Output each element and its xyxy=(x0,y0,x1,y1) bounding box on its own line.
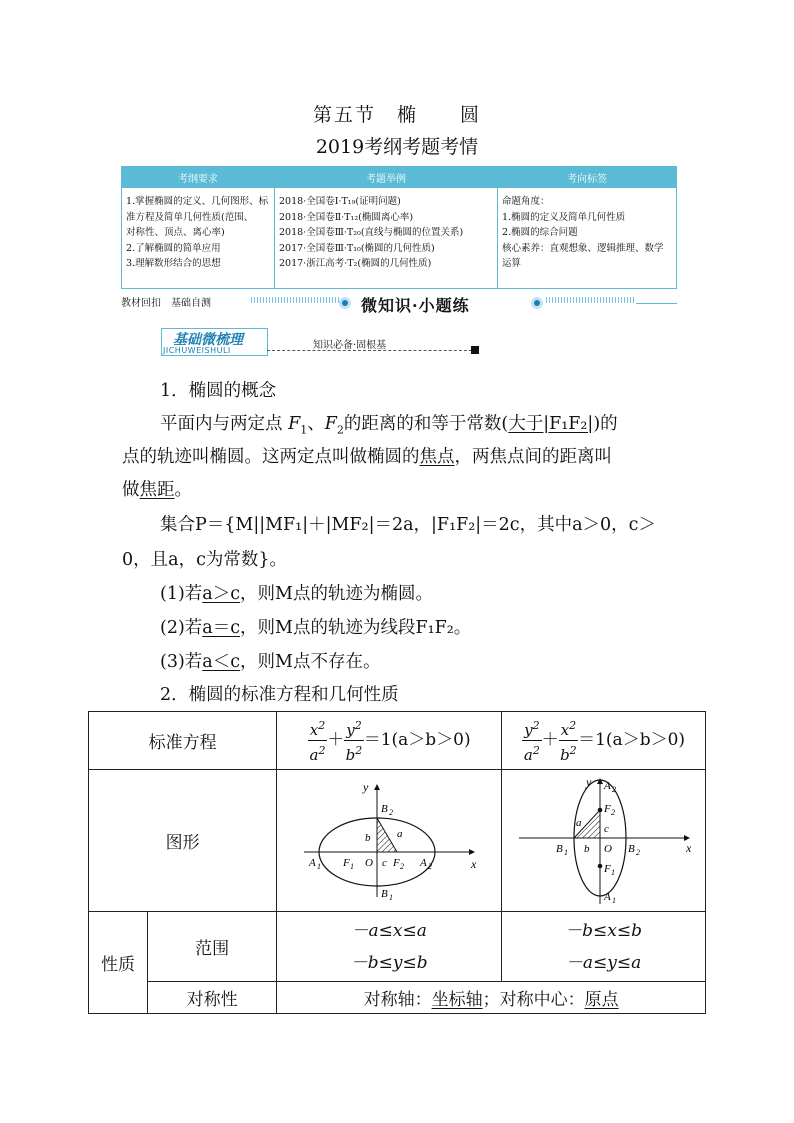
svg-text:x: x xyxy=(471,856,477,871)
svg-text:b: b xyxy=(583,842,590,855)
svg-text:A: A xyxy=(603,890,611,903)
page-subtitle: 2019考纲考题考情 xyxy=(315,136,479,158)
vertical-ellipse-diagram xyxy=(514,776,694,906)
equation-vertical: $\frac{y^2}{a^2}$ ＋ $\frac{x^2}{b^2}$ ＝1(a＞b＞0) xyxy=(502,712,706,770)
ellipse-properties-table xyxy=(88,711,706,1014)
svg-text:2: 2 xyxy=(610,807,615,817)
svg-text:1: 1 xyxy=(563,847,568,857)
case-2: (2)若a＝c，则M点的轨迹为线段F₁F₂。 xyxy=(160,618,472,638)
sub-banner-tag: 知识必备·固根基 xyxy=(313,340,387,351)
svg-text:F: F xyxy=(603,862,611,875)
banner-left-label: 教材回扣 基础自测 xyxy=(121,298,211,309)
banner-title: 微知识·小题练 xyxy=(361,296,470,315)
svg-text:1: 1 xyxy=(389,892,394,900)
svg-text:F: F xyxy=(343,856,350,869)
definition-line2: 点的轨迹叫椭圆。这两定点叫做椭圆的焦点，两焦点间的距离叫 xyxy=(122,447,612,467)
svg-text:F: F xyxy=(393,856,400,869)
banner-dots-left xyxy=(251,297,341,303)
svg-text:c: c xyxy=(382,856,388,869)
svg-text:a: a xyxy=(397,827,403,840)
figure-vertical-ellipse xyxy=(502,770,706,912)
svg-text:b: b xyxy=(365,831,371,844)
svg-text:2: 2 xyxy=(635,847,640,857)
svg-text:A: A xyxy=(603,779,611,792)
examples-cell: 2018·全国卷Ⅰ·T₁₉(证明问题) 2018·全国卷Ⅱ·T₁₂(椭圆离心率) 2018·全国卷Ⅲ·T₂₀(直线与椭圆的位置关系) 2017·全国卷Ⅲ·T₁₀(椭圆的几何性质) 2017·浙江高考·T₂(椭圆的几何性质) xyxy=(275,188,498,289)
header-examples: 考题举例 xyxy=(275,167,498,188)
svg-text:1: 1 xyxy=(610,867,615,877)
page-title: 第五节 椭 圆 xyxy=(312,104,481,126)
svg-text:x: x xyxy=(685,840,691,855)
definition-line1: 平面内与两定点 $F_1$、$F_2$的距离的和等于常数(大于|F₁F₂|)的 xyxy=(160,414,618,437)
figure-horizontal-ellipse xyxy=(277,770,502,912)
horizontal-ellipse-diagram xyxy=(299,782,479,900)
requirement-cell: 1.掌握椭圆的定义、几何图形、标 准方程及简单几何性质(范围、 对称性、顶点、离心率) 2.了解椭圆的简单应用 3.理解数形结合的思想 xyxy=(122,188,275,289)
svg-text:B: B xyxy=(381,802,388,815)
banner-circle-left-icon xyxy=(339,297,351,309)
definition-line3: 做焦距。 xyxy=(122,480,192,500)
section-banner xyxy=(121,290,677,322)
section1-heading: 1．椭圆的概念 xyxy=(160,381,277,401)
svg-text:B: B xyxy=(627,842,635,855)
svg-text:2: 2 xyxy=(611,784,616,794)
case-3: (3)若a＜c，则M点不存在。 xyxy=(160,652,381,672)
sub-banner-title: 基础微梳理 xyxy=(173,332,243,348)
banner-dots-right xyxy=(546,297,636,303)
section2-heading: 2．椭圆的标准方程和几何性质 xyxy=(160,685,399,705)
label-symmetry: 对称性 xyxy=(148,982,277,1014)
equation-horizontal: $\frac{x^2}{a^2}$ ＋ $\frac{y^2}{b^2}$ ＝1(a＞b＞0) xyxy=(277,712,502,770)
label-figure: 图形 xyxy=(89,770,277,912)
svg-text:A: A xyxy=(309,856,316,869)
symmetry-value: 对称轴：坐标轴；对称中心：原点 xyxy=(277,982,706,1014)
sub-banner-pinyin: JICHUWEISHULI xyxy=(163,346,231,355)
case-1: (1)若a＞c，则M点的轨迹为椭圆。 xyxy=(160,584,433,604)
range-horizontal: －a≤x≤a －b≤y≤b xyxy=(277,912,502,982)
set-definition-line1: 集合P＝{M||MF₁|＋|MF₂|＝2a，|F₁F₂|＝2c，其中a＞0，c＞ xyxy=(160,515,656,535)
square-bullet-icon xyxy=(471,346,479,354)
svg-text:y: y xyxy=(363,781,369,794)
syllabus-table xyxy=(121,166,677,289)
svg-text:1: 1 xyxy=(611,895,616,905)
svg-text:O: O xyxy=(365,856,374,869)
svg-text:1: 1 xyxy=(317,861,322,871)
svg-text:1: 1 xyxy=(350,861,355,871)
svg-text:c: c xyxy=(603,822,609,835)
svg-text:A: A xyxy=(420,856,427,869)
header-requirement: 考纲要求 xyxy=(122,167,275,188)
svg-text:2: 2 xyxy=(428,861,433,871)
label-properties: 性质 xyxy=(89,912,148,1014)
banner-circle-right-icon xyxy=(531,297,543,309)
svg-text:B: B xyxy=(381,887,388,900)
svg-text:2: 2 xyxy=(389,807,394,817)
label-standard-equation: 标准方程 xyxy=(89,712,277,770)
tags-cell: 命题角度： 1.椭圆的定义及简单几何性质 2.椭圆的综合问题 核心素养：直观想象、逻辑推理、数学 运算 xyxy=(498,188,677,289)
label-range: 范围 xyxy=(148,912,277,982)
svg-text:F: F xyxy=(603,802,611,815)
range-vertical: －b≤x≤b －a≤y≤a xyxy=(502,912,706,982)
svg-text:2: 2 xyxy=(400,861,405,871)
set-definition-line2: 0，且a，c为常数}。 xyxy=(122,550,288,570)
svg-text:B: B xyxy=(555,842,563,855)
header-tags: 考向标签 xyxy=(498,167,677,188)
svg-text:a: a xyxy=(575,816,582,829)
svg-text:y: y xyxy=(585,775,591,789)
svg-text:O: O xyxy=(603,842,612,855)
sub-banner xyxy=(161,328,481,360)
